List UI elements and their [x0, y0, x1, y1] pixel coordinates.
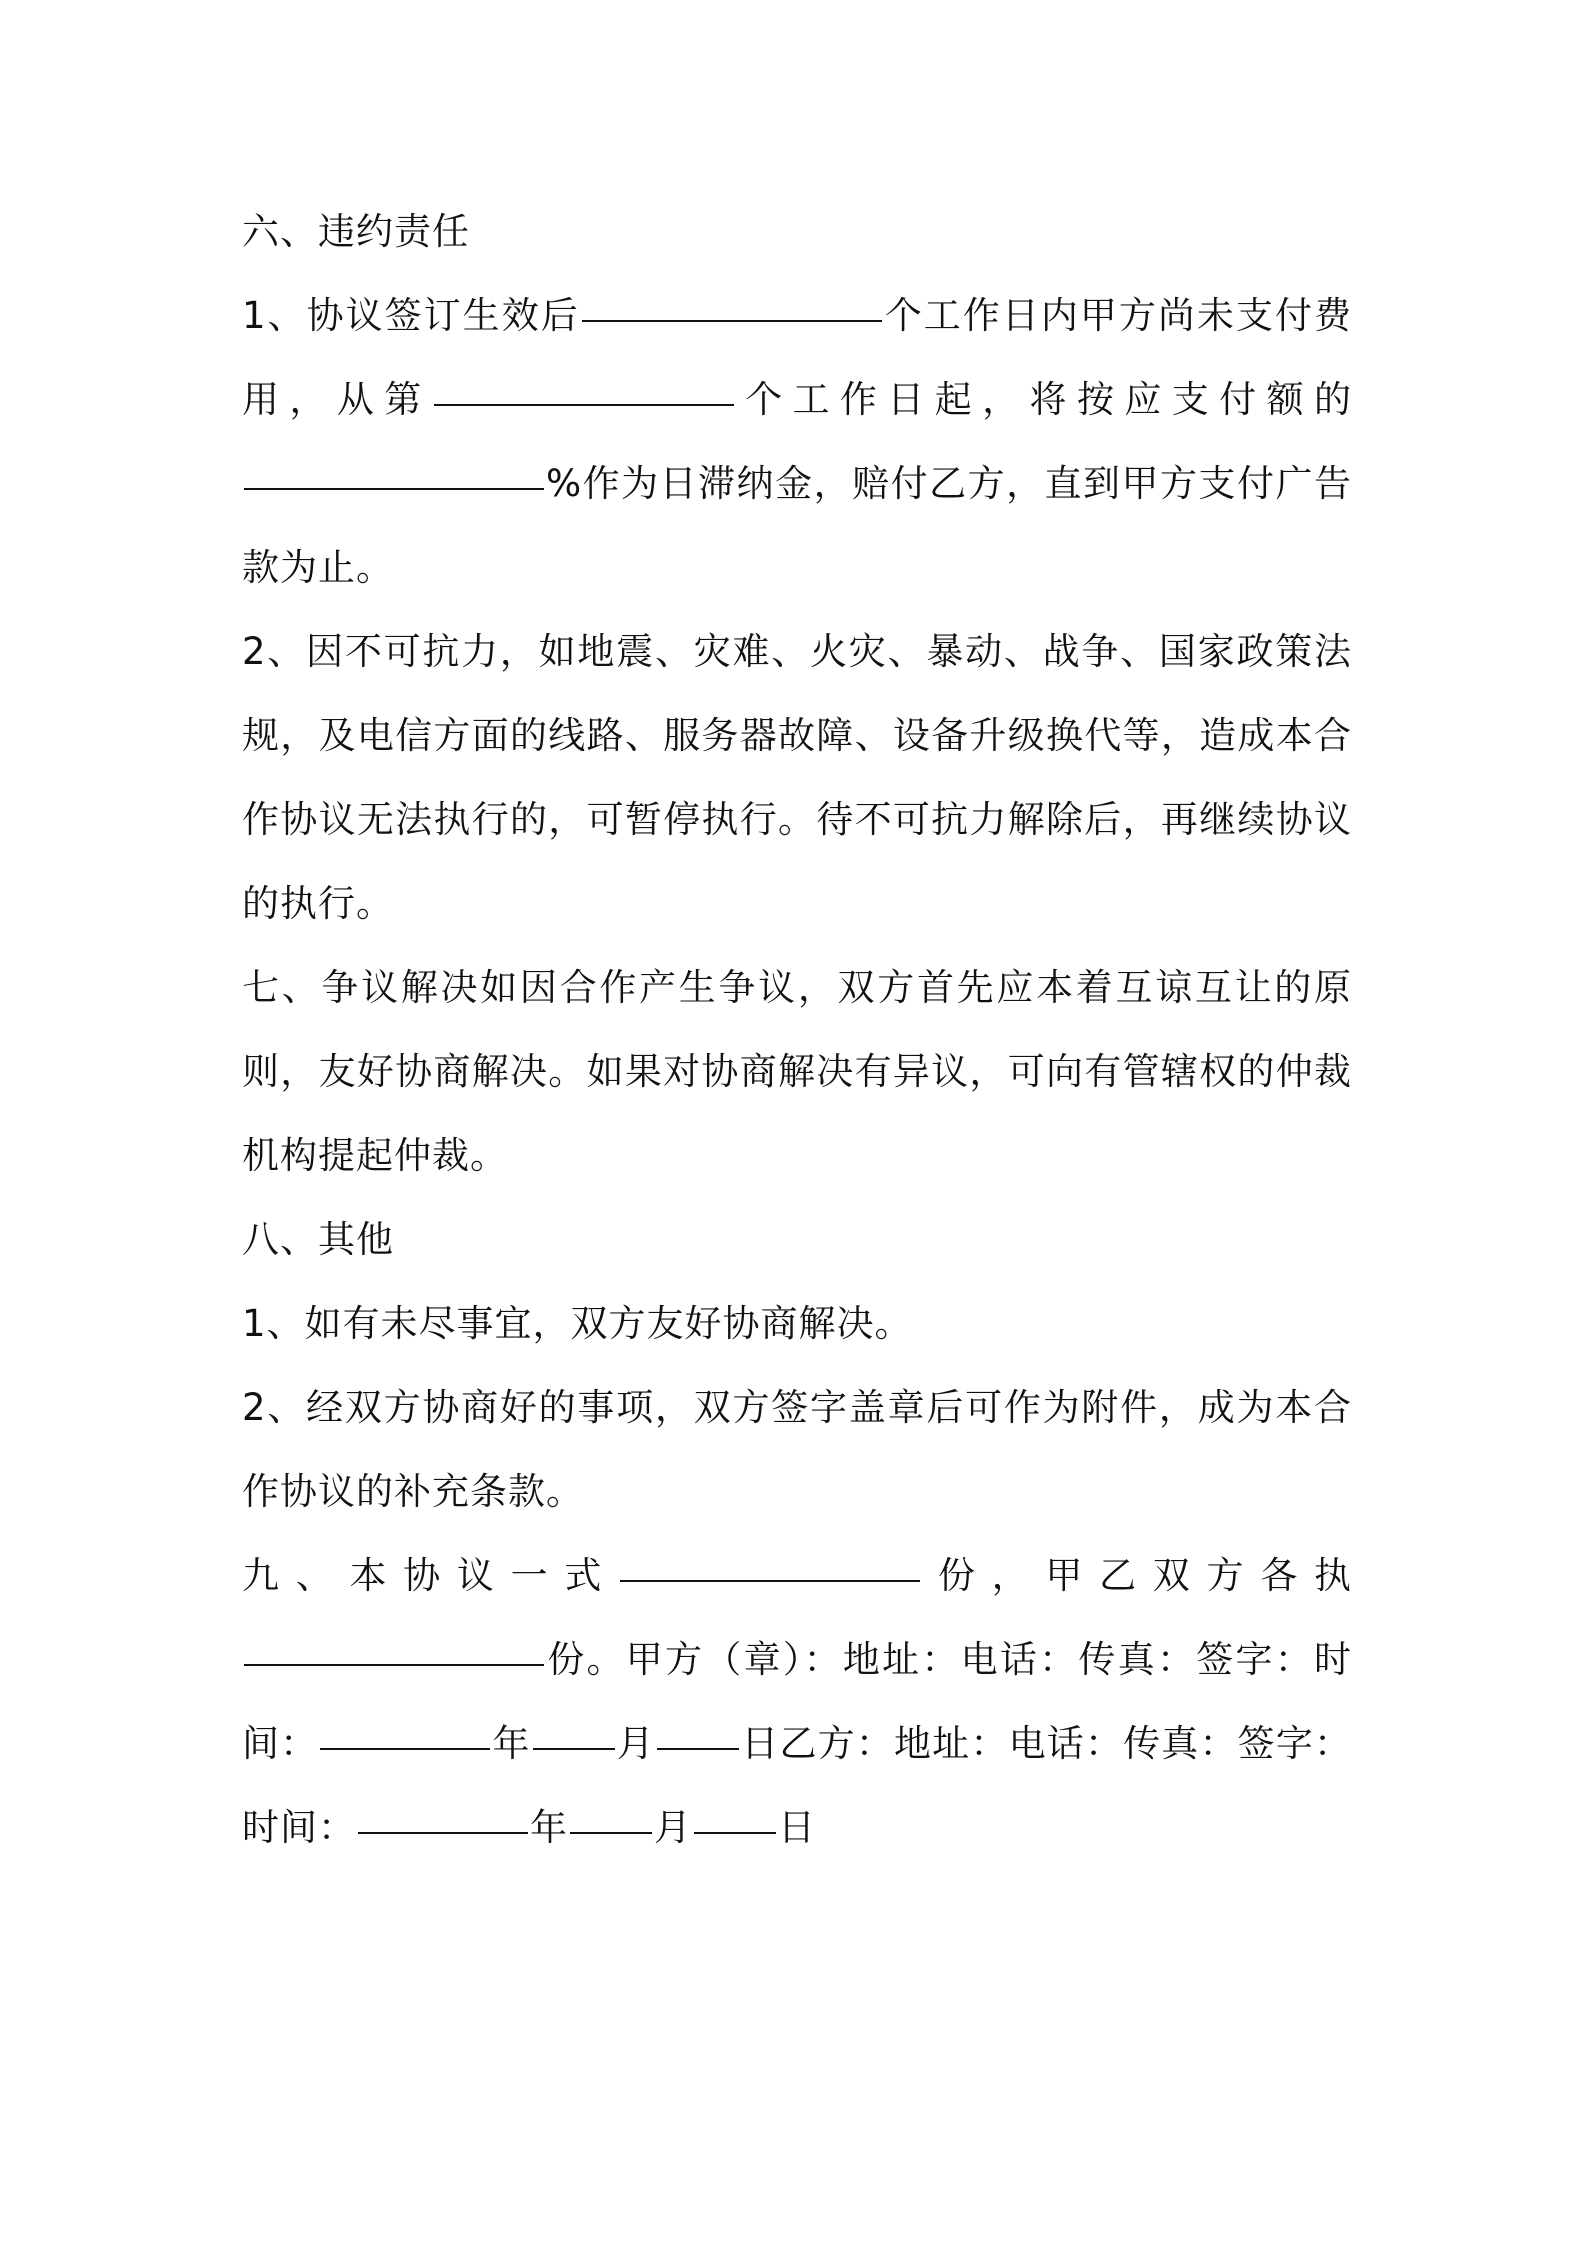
- section-dispute: 七、争议解决如因合作产生争议，双方首先应本着互谅互让的原则，友好协商解决。如果对协商解决有异议，可向有管辖权的仲裁机构提起仲裁。: [242, 966, 1352, 1177]
- other-item-1: 1、如有未尽事宜，双方友好协商解决。: [242, 1302, 913, 1345]
- year-label-party-b: 年: [530, 1806, 568, 1849]
- blank-day-party-a: [657, 1711, 739, 1750]
- blank-year-party-b: [358, 1795, 528, 1834]
- section-heading-other: 八、其他: [242, 1218, 394, 1261]
- section-heading-breach: 六、违约责任: [242, 210, 470, 253]
- blank-year-party-a: [320, 1711, 490, 1750]
- blank-copies-total: [620, 1543, 920, 1582]
- copies-part-1: 九、本协议一式: [242, 1554, 619, 1597]
- copies-part-2: 份，甲乙双方各执: [922, 1554, 1353, 1597]
- month-label-party-a: 月: [616, 1722, 656, 1765]
- blank-working-days: [582, 283, 882, 322]
- blank-day-party-b: [694, 1795, 776, 1834]
- document-body: [242, 190, 1352, 1870]
- breach-item-1-part-1: 1、协议签订生效后: [242, 294, 580, 337]
- breach-item-1-part-2: 个工作日内甲方尚未支付费用，从第: [242, 294, 1352, 421]
- month-label-party-b: 月: [654, 1806, 692, 1849]
- blank-month-party-a: [533, 1711, 615, 1750]
- other-item-2: 2、经双方协商好的事项，双方签字盖章后可作为附件，成为本合作协议的补充条款。: [242, 1386, 1352, 1513]
- blank-month-party-b: [570, 1795, 652, 1834]
- breach-item-1: [242, 274, 1352, 610]
- copies-part-3: 份。甲方（章）：地址：电话：传真：签字：时间：: [242, 1638, 1352, 1765]
- blank-penalty-percent: [244, 451, 544, 490]
- year-label-party-a: 年: [492, 1722, 531, 1765]
- blank-copies-each: [244, 1627, 544, 1666]
- blank-start-day: [434, 367, 734, 406]
- breach-item-2: 2、因不可抗力，如地震、灾难、火灾、暴动、战争、国家政策法规，及电信方面的线路、服务器故障、设备升级换代等，造成本合作协议无法执行的，可暂停执行。待不可抗力解除后，再继续协议的执行。: [242, 630, 1352, 925]
- section-copies: [242, 1534, 1352, 1870]
- day-and-party-b-label: 日乙方：地址：电话：传真：签字：时间：: [242, 1722, 1353, 1849]
- day-label-party-b: 日: [778, 1806, 816, 1849]
- breach-item-1-part-3: 个工作日起，将按应支付额的: [735, 378, 1353, 421]
- breach-item-1-part-4: %作为日滞纳金，赔付乙方，直到甲方支付广告款为止。: [242, 462, 1352, 589]
